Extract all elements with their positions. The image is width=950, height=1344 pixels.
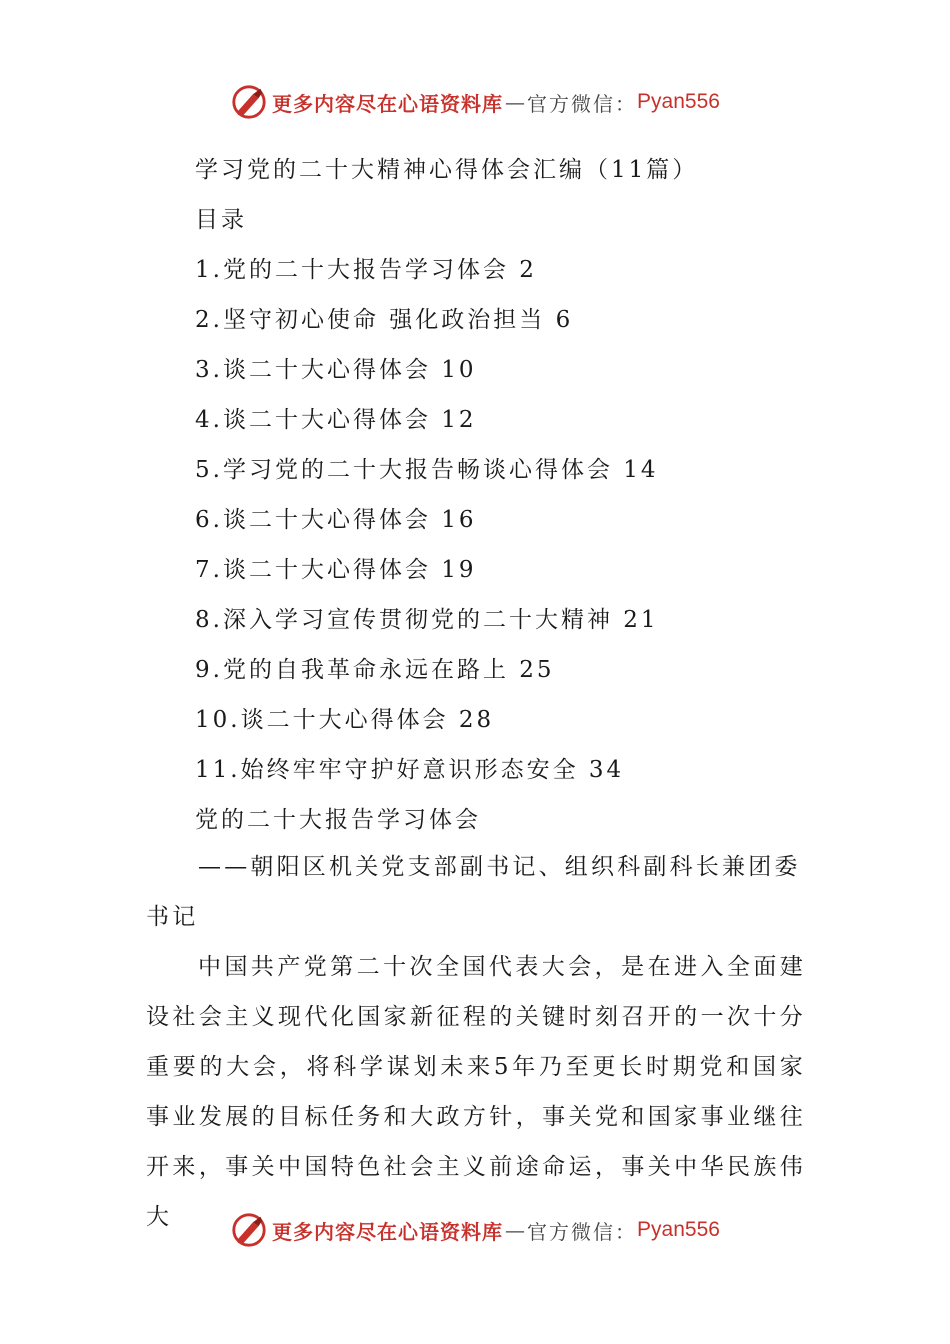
toc-item: 3.谈二十大心得体会 10 (195, 357, 477, 383)
banner-label: 官方微信： (527, 1219, 638, 1244)
toc-item: 6.谈二十大心得体会 16 (195, 507, 477, 533)
banner-label: 官方微信： (527, 91, 638, 116)
banner-dash: — (505, 1218, 526, 1242)
article-title: 党的二十大报告学习体会 (195, 807, 481, 833)
pen-logo-icon (230, 83, 268, 121)
pen-logo-icon (230, 1211, 268, 1249)
header-banner (0, 82, 950, 122)
banner-text: 更多内容尽在心语资料库 (272, 91, 504, 116)
footer-banner (0, 1210, 950, 1250)
toc-item: 8.深入学习宣传贯彻党的二十大精神 21 (195, 607, 659, 633)
toc-item: 4.谈二十大心得体会 12 (195, 407, 477, 433)
banner-wechat-id: Pyan556 (637, 90, 720, 113)
toc-item: 7.谈二十大心得体会 19 (195, 557, 477, 583)
toc-item: 5.学习党的二十大报告畅谈心得体会 14 (195, 457, 659, 483)
document-title: 学习党的二十大精神心得体会汇编（11篇） (195, 157, 699, 183)
banner-wechat-id: Pyan556 (637, 1218, 720, 1241)
toc-item: 11.始终牢牢守护好意识形态安全 34 (195, 757, 625, 783)
author-line: ——朝阳区机关党支部副书记、组织科副科长兼团委书记 (146, 854, 801, 930)
toc-item: 1.党的二十大报告学习体会 2 (195, 257, 537, 283)
toc-item: 9.党的自我革命永远在路上 25 (195, 657, 555, 683)
toc-heading: 目录 (195, 207, 247, 233)
toc-item: 10.谈二十大心得体会 28 (195, 707, 495, 733)
body-paragraph: 中国共产党第二十次全国代表大会，是在进入全面建设社会主义现代化国家新征程的关键时刻召开的一次十分重要的大会，将科学谋划未来5年乃至更长时期党和国家事业发展的目标任务和大政方针，事关党和国家事业继往开来，事关中国特色社会主义前途命运，事关中华民族伟大 (146, 954, 806, 1230)
banner-dash: — (505, 90, 526, 114)
toc-item: 2.坚守初心使命 强化政治担当 6 (195, 307, 574, 333)
banner-text: 更多内容尽在心语资料库 (272, 1219, 504, 1244)
